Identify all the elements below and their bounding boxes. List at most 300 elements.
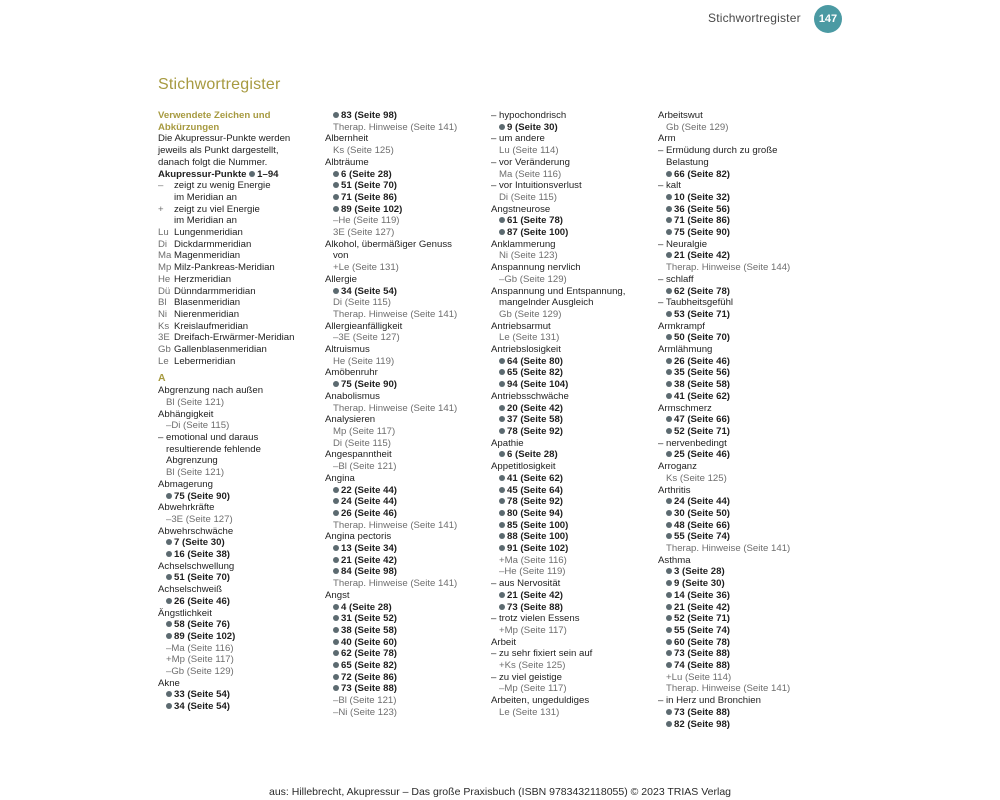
acupoint-reference xyxy=(658,578,826,590)
acupoint-reference xyxy=(325,555,493,567)
reference-text: 78 (Seite 92) xyxy=(507,425,563,437)
acupoint-dot-icon xyxy=(499,522,505,528)
acupoint-dot-icon xyxy=(166,691,172,697)
reference-text: 21 (Seite 42) xyxy=(341,554,397,566)
acupoint-reference xyxy=(658,426,826,438)
index-term: Achselschwellung xyxy=(158,560,235,572)
reference-text: 34 (Seite 54) xyxy=(174,701,230,713)
acupoint-dot-icon xyxy=(499,592,505,598)
acupoint-dot-icon xyxy=(666,510,672,516)
acupoint-dot-icon xyxy=(499,604,505,610)
index-subterm: – Ermüdung durch zu große xyxy=(658,145,778,157)
reference-text: 37 (Seite 58) xyxy=(507,414,563,426)
acupoint-reference xyxy=(325,508,493,520)
index-subterm: – Neuralgie xyxy=(658,238,708,250)
acupoint-dot-icon xyxy=(166,551,172,557)
acupoint-dot-icon xyxy=(666,416,672,422)
acupoint-dot-icon xyxy=(666,662,672,668)
index-term: Armkrampf xyxy=(658,320,705,332)
acupoint-reference xyxy=(658,286,826,298)
reference-text: 6 (Seite 28) xyxy=(341,168,392,180)
reference-text: 36 (Seite 56) xyxy=(674,203,730,215)
index-term: Albernheit xyxy=(325,133,369,145)
index-subterm: – vor Veränderung xyxy=(491,156,570,168)
legend-text: im Meridian an xyxy=(174,215,237,227)
legend-code: Gb xyxy=(158,344,171,356)
index-subterm: – hypochondrisch xyxy=(491,110,567,121)
acupoint-reference xyxy=(158,549,326,561)
acupoint-dot-icon xyxy=(499,545,505,551)
acupoint-reference xyxy=(658,215,826,227)
reference-text: 10 (Seite 32) xyxy=(674,191,730,203)
reference-text: 73 (Seite 88) xyxy=(341,683,397,695)
acupoint-dot-icon xyxy=(666,358,672,364)
reference-text: 52 (Seite 71) xyxy=(674,613,730,625)
index-term: Arbeiten, ungeduldiges xyxy=(491,695,590,707)
index-term-continuation: von xyxy=(333,250,349,262)
acupoint-reference xyxy=(658,309,826,321)
legend-code: Ma xyxy=(158,250,172,262)
acupoint-reference xyxy=(658,332,826,344)
acupoint-reference xyxy=(658,602,826,614)
legend-text: Lebermeridian xyxy=(174,355,236,367)
index-term: Appetitlosigkeit xyxy=(491,461,556,473)
index-reference: Di (Seite 115) xyxy=(499,191,557,203)
reference-text: 62 (Seite 78) xyxy=(341,648,397,660)
acupoint-dot-icon xyxy=(666,498,672,504)
acupoint-reference xyxy=(158,491,326,503)
reference-text: 51 (Seite 70) xyxy=(174,572,230,584)
reference-text: 3 (Seite 28) xyxy=(674,566,725,578)
acupoint-reference xyxy=(658,566,826,578)
acupoint-dot-icon xyxy=(666,252,672,258)
acupoint-reference xyxy=(491,520,659,532)
index-reference: –Gb (Seite 129) xyxy=(166,666,234,678)
acupoint-reference xyxy=(658,660,826,672)
acupoint-reference xyxy=(325,379,493,391)
legend-text: im Meridian an xyxy=(174,191,237,203)
index-reference: Bl (Seite 121) xyxy=(166,467,225,479)
index-reference: Ks (Seite 125) xyxy=(666,472,727,484)
acupoint-reference xyxy=(491,379,659,391)
index-reference: –Bl (Seite 121) xyxy=(333,461,397,473)
index-reference: –Gb (Seite 129) xyxy=(499,273,567,285)
index-term: Anabolismus xyxy=(325,390,380,402)
acupoint-dot-icon xyxy=(166,493,172,499)
acupoint-reference xyxy=(491,531,659,543)
index-reference: Le (Seite 131) xyxy=(499,332,560,344)
legend-item xyxy=(158,227,326,239)
index-reference: –Di (Seite 115) xyxy=(166,420,230,432)
acupoint-reference xyxy=(658,520,826,532)
index-reference: Ma (Seite 116) xyxy=(499,168,562,180)
acupoint-dot-icon xyxy=(166,539,172,545)
acupoint-dot-icon xyxy=(166,598,172,604)
acupoint-dot-icon xyxy=(333,545,339,551)
index-term: Abhängigkeit xyxy=(158,408,214,420)
acupoint-reference xyxy=(658,356,826,368)
acupoint-dot-icon xyxy=(666,451,672,457)
index-reference: Therap. Hinweise (Seite 144) xyxy=(666,262,791,274)
acupoint-dot-icon xyxy=(666,627,672,633)
reference-text: 38 (Seite 58) xyxy=(341,624,397,636)
reference-text: 24 (Seite 44) xyxy=(341,496,397,508)
acupoint-reference xyxy=(325,192,493,204)
reference-text: 71 (Seite 86) xyxy=(341,191,397,203)
acupoint-dot-icon xyxy=(666,568,672,574)
legend-code: Ni xyxy=(158,308,168,320)
acupoint-reference xyxy=(658,367,826,379)
acupoint-reference xyxy=(325,566,493,578)
reference-text: 35 (Seite 56) xyxy=(674,367,730,379)
index-term: Analysieren xyxy=(325,414,376,426)
legend-code: Mp xyxy=(158,262,172,274)
acupoint-dot-icon xyxy=(166,703,172,709)
acupoint-dot-icon xyxy=(499,475,505,481)
legend-text: Dreifach-Erwärmer-Meridian xyxy=(174,332,295,344)
index-reference: Therap. Hinweise (Seite 141) xyxy=(666,543,791,555)
reference-text: 78 (Seite 92) xyxy=(507,496,563,508)
index-reference: Therap. Hinweise (Seite 141) xyxy=(333,308,458,320)
legend-item xyxy=(158,332,326,344)
acupoint-dot-icon xyxy=(499,487,505,493)
index-reference: Ks (Seite 125) xyxy=(333,145,394,157)
acupoint-reference xyxy=(158,596,326,608)
legend-text: zeigt zu viel Energie xyxy=(174,203,260,215)
index-reference: Gb (Seite 129) xyxy=(666,121,729,133)
reference-text: 72 (Seite 86) xyxy=(341,671,397,683)
acupoint-reference xyxy=(658,531,826,543)
acupoint-reference xyxy=(325,602,493,614)
acupoint-dot-icon xyxy=(666,592,672,598)
index-subterm: – schlaff xyxy=(658,273,694,285)
acupoint-dot-icon xyxy=(499,533,505,539)
legend-code: Le xyxy=(158,355,169,367)
acupoint-dot-icon xyxy=(499,358,505,364)
acupoint-dot-icon xyxy=(333,674,339,680)
acupoint-reference xyxy=(325,672,493,684)
index-term: Angina pectoris xyxy=(325,531,392,543)
acupoint-dot-icon xyxy=(499,217,505,223)
reference-text: 62 (Seite 78) xyxy=(674,285,730,297)
acupoint-reference xyxy=(158,689,326,701)
index-subterm: – aus Nervosität xyxy=(491,578,561,590)
acupoint-reference xyxy=(491,543,659,555)
index-term: danach folgt die Nummer. xyxy=(158,156,268,168)
index-reference: –He (Seite 119) xyxy=(499,566,566,578)
reference-text: 87 (Seite 100) xyxy=(507,227,569,239)
acupoint-reference xyxy=(658,379,826,391)
index-reference: –3E (Seite 127) xyxy=(166,513,233,525)
index-term: Alkohol, übermäßiger Genuss xyxy=(325,238,452,250)
reference-text: 41 (Seite 62) xyxy=(674,390,730,402)
acupoint-dot-icon xyxy=(333,662,339,668)
acupoint-dot-icon xyxy=(249,171,255,177)
acupoint-dot-icon xyxy=(333,288,339,294)
reference-text: 38 (Seite 58) xyxy=(674,379,730,391)
acupoint-dot-icon xyxy=(666,229,672,235)
index-reference: +Le (Seite 131) xyxy=(333,262,399,274)
legend-item xyxy=(158,250,326,262)
acupoint-reference xyxy=(658,227,826,239)
legend-item xyxy=(158,192,326,204)
reference-text: 47 (Seite 66) xyxy=(674,414,730,426)
reference-text: 33 (Seite 54) xyxy=(174,689,230,701)
index-term: Amöbenruhr xyxy=(325,367,378,379)
reference-text: 64 (Seite 80) xyxy=(507,355,563,367)
index-term: Akne xyxy=(158,677,180,689)
acupoint-reference xyxy=(325,660,493,672)
index-term-continuation: Belastung xyxy=(666,156,709,168)
legend-code: – xyxy=(158,180,164,192)
acupoint-dot-icon xyxy=(333,568,339,574)
index-reference: 3E (Seite 127) xyxy=(333,227,395,239)
reference-text: 73 (Seite 88) xyxy=(674,706,730,718)
index-reference: Di (Seite 115) xyxy=(333,297,391,309)
index-subterm: – zu sehr fixiert sein auf xyxy=(491,648,593,660)
acupoint-dot-icon xyxy=(666,428,672,434)
acupoint-reference xyxy=(325,648,493,660)
reference-text: 73 (Seite 88) xyxy=(674,648,730,660)
reference-text: 60 (Seite 78) xyxy=(674,636,730,648)
legend-acupoint-key xyxy=(158,169,326,181)
acupoint-dot-icon xyxy=(666,171,672,177)
index-term: Angst xyxy=(325,589,350,601)
acupoint-dot-icon xyxy=(333,182,339,188)
legend-item xyxy=(158,180,326,192)
acupoint-reference xyxy=(658,590,826,602)
acupoint-reference xyxy=(325,169,493,181)
acupoint-dot-icon xyxy=(333,381,339,387)
acupoint-reference xyxy=(658,204,826,216)
legend-code: 3E xyxy=(158,332,170,344)
acupoint-reference xyxy=(491,215,659,227)
index-subterm: – trotz vielen Essens xyxy=(491,613,580,625)
reference-text: 21 (Seite 42) xyxy=(674,601,730,613)
acupoint-dot-icon xyxy=(333,685,339,691)
legend-item xyxy=(158,309,326,321)
index-term: Asthma xyxy=(658,554,691,566)
index-reference: –Bl (Seite 121) xyxy=(333,695,397,707)
legend-item xyxy=(158,215,326,227)
legend-heading: Verwendete Zeichen und xyxy=(158,110,271,121)
index-term: Apathie xyxy=(491,437,524,449)
acupoint-dot-icon xyxy=(666,639,672,645)
legend-heading: Abkürzungen xyxy=(158,121,220,133)
acupoint-reference xyxy=(658,648,826,660)
index-subterm: – um andere xyxy=(491,133,545,145)
reference-text: 14 (Seite 36) xyxy=(674,589,730,601)
index-reference: +Ma (Seite 116) xyxy=(499,554,567,566)
legend-text: Dünndarmmeridian xyxy=(174,285,256,297)
acupoint-dot-icon xyxy=(666,288,672,294)
acupoint-reference xyxy=(158,572,326,584)
reference-text: 74 (Seite 88) xyxy=(674,660,730,672)
acupoint-dot-icon xyxy=(333,604,339,610)
index-subterm: – in Herz und Bronchien xyxy=(658,695,761,707)
acupoint-reference xyxy=(158,631,326,643)
index-reference: +Lu (Seite 114) xyxy=(666,671,732,683)
acupoint-reference xyxy=(658,496,826,508)
acupoint-dot-icon xyxy=(333,206,339,212)
acupoint-reference xyxy=(658,391,826,403)
acupoint-dot-icon xyxy=(666,206,672,212)
acupoint-reference xyxy=(658,414,826,426)
index-term: Angstneurose xyxy=(491,203,551,215)
reference-text: 94 (Seite 104) xyxy=(507,379,569,391)
reference-text: 91 (Seite 102) xyxy=(507,543,569,555)
acupoint-reference xyxy=(158,701,326,713)
acupoint-dot-icon xyxy=(166,633,172,639)
acupoint-reference xyxy=(325,543,493,555)
copyright-footer: aus: Hillebrecht, Akupressur – Das große Praxisbuch (ISBN 9783432118055) © 2023 TRIAS Verlag xyxy=(268,786,731,798)
index-term-continuation: Abgrenzung xyxy=(166,455,218,467)
index-reference: +Ks (Seite 125) xyxy=(499,660,566,672)
index-term: Anklammerung xyxy=(491,238,556,250)
acupoint-dot-icon xyxy=(666,369,672,375)
acupoint-reference xyxy=(491,449,659,461)
legend-text: Herzmeridian xyxy=(174,273,232,285)
reference-text: 89 (Seite 102) xyxy=(174,630,236,642)
reference-text: 85 (Seite 100) xyxy=(507,519,569,531)
reference-text: 89 (Seite 102) xyxy=(341,203,403,215)
legend-text: Kreislaufmeridian xyxy=(174,320,249,332)
index-term: Antriebsarmut xyxy=(491,320,551,332)
index-term: Anspannung und Entspannung, xyxy=(491,285,626,297)
acupoint-reference xyxy=(658,625,826,637)
acupoint-reference xyxy=(491,485,659,497)
reference-text: 84 (Seite 98) xyxy=(341,566,397,578)
acupoint-reference xyxy=(658,719,826,731)
index-reference: Therap. Hinweise (Seite 141) xyxy=(333,402,458,414)
reference-text: 9 (Seite 30) xyxy=(507,121,558,133)
acupoint-dot-icon xyxy=(666,393,672,399)
index-term: Abwehrkräfte xyxy=(158,502,215,514)
acupoint-dot-icon xyxy=(666,650,672,656)
acupoint-dot-icon xyxy=(666,604,672,610)
index-term-continuation: mangelnder Ausgleich xyxy=(499,297,594,309)
reference-text: 13 (Seite 34) xyxy=(341,543,397,555)
acupoint-dot-icon xyxy=(333,112,339,118)
reference-text: 50 (Seite 70) xyxy=(674,332,730,344)
acupoint-dot-icon xyxy=(666,533,672,539)
legend-item xyxy=(158,262,326,274)
reference-text: 4 (Seite 28) xyxy=(341,601,392,613)
acupoint-reference xyxy=(491,473,659,485)
reference-text: 66 (Seite 82) xyxy=(674,168,730,180)
acupoint-dot-icon xyxy=(499,498,505,504)
reference-text: 53 (Seite 71) xyxy=(674,308,730,320)
index-term: Anspannung nervlich xyxy=(491,262,581,274)
acupoint-reference xyxy=(325,496,493,508)
reference-text: 26 (Seite 46) xyxy=(674,355,730,367)
acupoint-dot-icon xyxy=(499,229,505,235)
legend-item xyxy=(158,321,326,333)
acupoint-dot-icon xyxy=(333,171,339,177)
index-reference: –3E (Seite 127) xyxy=(333,332,400,344)
reference-text: 65 (Seite 82) xyxy=(341,660,397,672)
legend-text: zeigt zu wenig Energie xyxy=(174,180,271,192)
acupoint-reference xyxy=(658,613,826,625)
index-reference: +Mp (Seite 117) xyxy=(499,624,567,636)
index-column-4 xyxy=(658,110,826,730)
legend-code: + xyxy=(158,203,164,215)
acupoint-reference xyxy=(491,356,659,368)
legend-item xyxy=(158,274,326,286)
index-reference: Di (Seite 115) xyxy=(333,437,391,449)
index-column-3 xyxy=(491,110,659,719)
legend-text: Milz-Pankreas-Meridian xyxy=(174,262,275,274)
acupoint-reference xyxy=(658,637,826,649)
acupoint-dot-icon xyxy=(333,639,339,645)
index-term: Allergie xyxy=(325,273,357,285)
acupoint-dot-icon xyxy=(666,522,672,528)
index-reference: +Mp (Seite 117) xyxy=(166,654,234,666)
index-reference: –Ni (Seite 123) xyxy=(333,706,397,718)
index-term: Achselschweiß xyxy=(158,584,222,596)
acupoint-reference xyxy=(491,403,659,415)
index-reference: –Mp (Seite 117) xyxy=(499,683,567,695)
reference-text: 30 (Seite 50) xyxy=(674,507,730,519)
index-term: Abgrenzung nach außen xyxy=(158,385,264,397)
index-term: Altruismus xyxy=(325,344,370,356)
index-column-2 xyxy=(325,110,493,719)
acupoint-reference xyxy=(325,180,493,192)
legend-key-range: 1–94 xyxy=(257,168,279,180)
acupoint-dot-icon xyxy=(333,650,339,656)
index-reference: Therap. Hinweise (Seite 141) xyxy=(333,519,458,531)
reference-text: 22 (Seite 44) xyxy=(341,484,397,496)
index-term: Die Akupressur-Punkte werden xyxy=(158,133,291,145)
reference-text: 55 (Seite 74) xyxy=(674,624,730,636)
index-reference: Therap. Hinweise (Seite 141) xyxy=(333,121,458,133)
acupoint-reference xyxy=(325,204,493,216)
acupoint-reference xyxy=(325,485,493,497)
reference-text: 65 (Seite 82) xyxy=(507,367,563,379)
reference-text: 24 (Seite 44) xyxy=(674,496,730,508)
reference-text: 16 (Seite 38) xyxy=(174,549,230,561)
acupoint-dot-icon xyxy=(499,369,505,375)
acupoint-reference xyxy=(658,707,826,719)
index-term: Antriebslosigkeit xyxy=(491,344,561,356)
reference-text: 75 (Seite 90) xyxy=(341,379,397,391)
reference-text: 40 (Seite 60) xyxy=(341,636,397,648)
acupoint-reference xyxy=(658,250,826,262)
acupoint-dot-icon xyxy=(666,381,672,387)
index-term: Arbeit xyxy=(491,636,517,648)
acupoint-dot-icon xyxy=(666,217,672,223)
acupoint-reference xyxy=(325,286,493,298)
legend-item xyxy=(158,356,326,368)
index-reference: Bl (Seite 121) xyxy=(166,396,225,408)
reference-text: 75 (Seite 90) xyxy=(174,490,230,502)
reference-text: 48 (Seite 66) xyxy=(674,519,730,531)
index-column-1 xyxy=(158,110,326,713)
index-term: Ängstlichkeit xyxy=(158,607,212,619)
index-reference: Ni (Seite 123) xyxy=(499,250,558,262)
acupoint-reference xyxy=(491,426,659,438)
acupoint-dot-icon xyxy=(499,124,505,130)
acupoint-reference xyxy=(491,367,659,379)
acupoint-reference xyxy=(658,508,826,520)
acupoint-dot-icon xyxy=(333,498,339,504)
index-term: Arroganz xyxy=(658,461,697,473)
acupoint-dot-icon xyxy=(166,621,172,627)
legend-text: Blasenmeridian xyxy=(174,297,241,309)
legend-item xyxy=(158,239,326,251)
acupoint-reference xyxy=(325,110,493,122)
legend-code: Lu xyxy=(158,227,169,239)
